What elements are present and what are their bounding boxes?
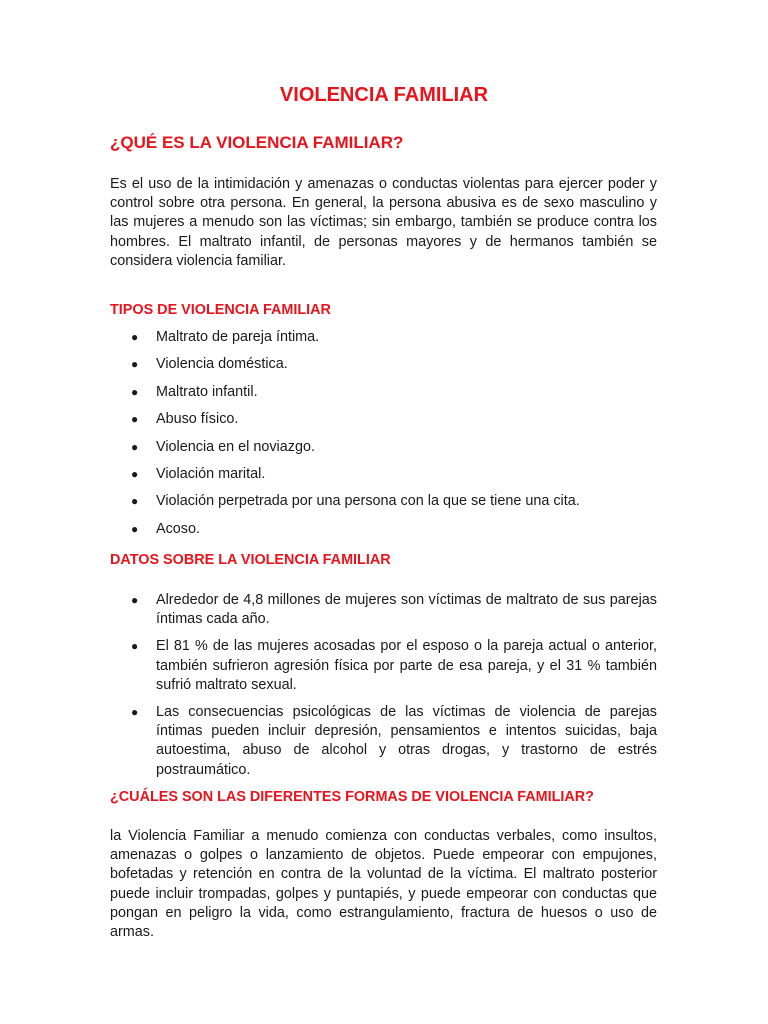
list-item: [110, 637, 657, 695]
bullet-icon: ●: [131, 521, 139, 536]
list-item-text: Maltrato infantil.: [156, 383, 258, 400]
list-item: [110, 465, 657, 492]
list-item-text: Violación marital.: [156, 465, 266, 482]
bullet-icon: ●: [131, 466, 139, 481]
list-item-text: Violación perpetrada por una persona con la que se tiene una cita.: [156, 493, 580, 510]
section-heading-datos: DATOS SOBRE LA VIOLENCIA FAMILIAR: [110, 552, 391, 568]
list-item-text: Alrededor de 4,8 millones de mujeres son víctimas de maltrato de sus parejas íntimas cada año.: [156, 592, 657, 628]
section-heading-tipos: TIPOS DE VIOLENCIA FAMILIAR: [110, 302, 331, 318]
bullet-icon: ●: [131, 439, 139, 454]
list-item-text: Las consecuencias psicológicas de las víctimas de violencia de parejas íntimas pueden incluir depresión, pensamientos e intentos suicidas, baja autoestima, abuso de alcohol y otras drogas, y trastorno de estrés postraumático.: [156, 704, 657, 778]
bullet-icon: ●: [131, 330, 139, 344]
list-item-text: Violencia en el noviazgo.: [156, 438, 315, 455]
list-item: [110, 703, 657, 780]
datos-list: [110, 591, 657, 788]
bullet-icon: ●: [131, 593, 139, 607]
bullet-icon: ●: [131, 384, 139, 399]
list-item: [110, 438, 657, 465]
list-item-text: El 81 % de las mujeres acosadas por el esposo o la pareja actual o anterior, también sufrieron agresión física por parte de esa pareja, y el 31 % también sufrió maltrato sexual.: [156, 638, 657, 693]
list-item: [110, 492, 657, 519]
bullet-icon: ●: [131, 357, 139, 372]
bullet-icon: ●: [131, 639, 139, 654]
section-heading-formas: ¿CUÁLES SON LAS DIFERENTES FORMAS DE VIOLENCIA FAMILIAR?: [110, 789, 594, 805]
tipos-list: [110, 328, 657, 547]
list-item-text: Acoso.: [156, 520, 200, 537]
bullet-icon: ●: [131, 412, 139, 427]
list-item-text: Maltrato de pareja íntima.: [156, 329, 320, 345]
bullet-icon: ●: [131, 494, 139, 509]
list-item: [110, 410, 657, 437]
list-item: [110, 355, 657, 382]
list-item-text: Abuso físico.: [156, 411, 239, 428]
list-item-text: Violencia doméstica.: [156, 356, 288, 373]
list-item: [110, 383, 657, 410]
formas-paragraph: la Violencia Familiar a menudo comienza con conductas verbales, como insultos, amenazas o golpes o lanzamiento de objetos. Puede empeorar con empujones, bofetadas y retención en contra de la voluntad de la víctima. El maltrato posterior puede incluir trompadas, golpes y puntapiés, y puede empeorar con conductas que pongan en peligro la vida, como estrangulamiento, fractura de huesos o uso de armas.: [110, 828, 657, 941]
list-item: [110, 520, 657, 547]
list-item: [110, 328, 657, 355]
document-title: VIOLENCIA FAMILIAR: [279, 84, 489, 106]
definition-paragraph: Es el uso de la intimidación y amenazas o conductas violentas para ejercer poder y control sobre otra persona. En general, la persona abusiva es de sexo masculino y las mujeres a menudo son las víctimas; sin embargo, también se produce contra los hombres. El maltrato infantil, de personas mayores y de hermanos también se considera violencia familiar.: [110, 176, 657, 269]
bullet-icon: ●: [131, 705, 139, 720]
list-item: [110, 591, 657, 629]
section-heading-que-es: ¿QUÉ ES LA VIOLENCIA FAMILIAR?: [110, 133, 404, 152]
